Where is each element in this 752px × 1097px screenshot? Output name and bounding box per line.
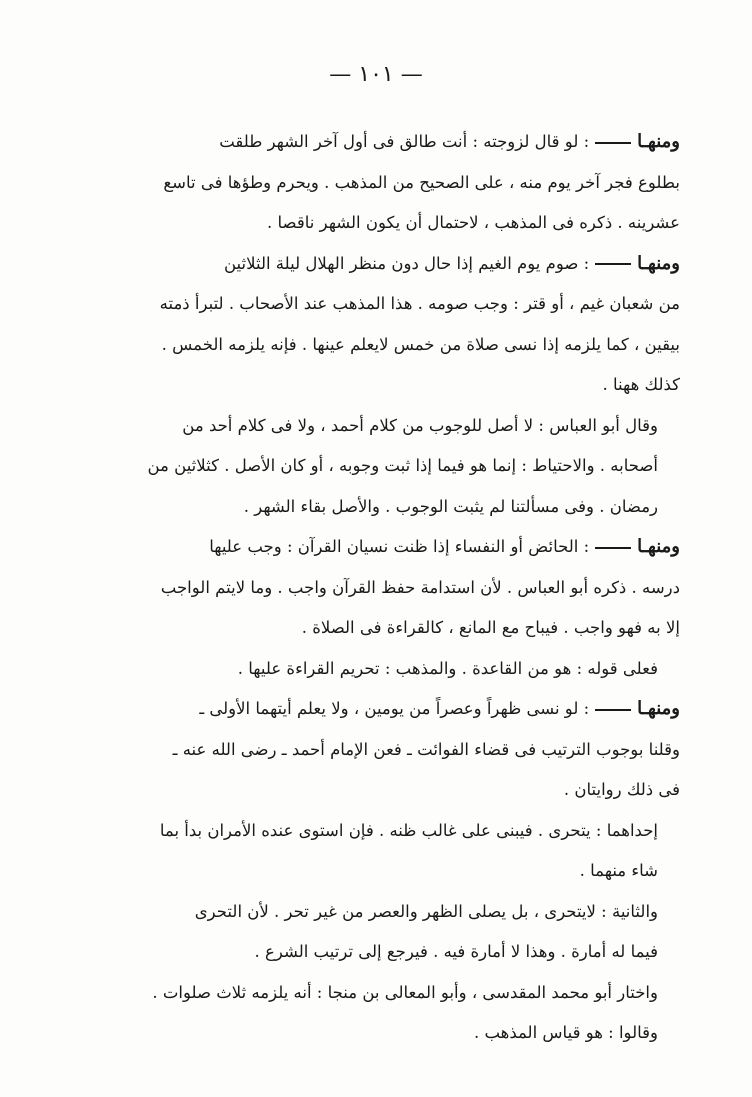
paragraph-ikhtiyar	[80, 973, 680, 1014]
text-line: شاء منهما .	[579, 861, 658, 880]
heading-underline	[595, 547, 631, 549]
paragraph-qiyas	[80, 1013, 680, 1054]
issue-heading: ومنهـا	[637, 131, 680, 152]
text-line: وقلنا بوجوب الترتيب فى قضاء الفوائت ـ فعن الإمام أحمد ـ رضى الله عنه ـ	[172, 739, 680, 759]
text-line: بيقين ، كما يلزمه إذا نسى صلاة من خمس لايعلم عينها . فإنه يلزمه الخمس .	[161, 334, 680, 354]
text-line: فيما له أمارة . وهذا لا أمارة فيه . فيرجع إلى ترتيب الشرع .	[254, 942, 658, 961]
text-line: وقال أبو العباس : لا أصل للوجوب من كلام أحمد ، ولا فى كلام أحد من	[182, 415, 658, 435]
issue-heading: ومنهـا	[637, 252, 680, 274]
heading-underline	[595, 263, 631, 265]
text-line: درسه . ذكره أبو العباس . لأن استدامة حفظ القرآن واجب . وما لايتم الواجب	[160, 577, 680, 597]
paragraph-abul-abbas	[80, 406, 680, 528]
text-line: عشرينه . ذكره فى المذهب ، لاحتمال أن يكون الشهر ناقصا .	[267, 213, 680, 232]
text-line: والثانية : لايتحرى ، بل يصلى الظهر والعصر من غير تحر . لأن التحرى	[194, 901, 658, 921]
text-line: فى ذلك روايتان .	[563, 780, 680, 799]
heading-underline	[595, 142, 631, 144]
paragraph-issue-4	[80, 689, 680, 811]
heading-underline	[595, 709, 631, 711]
page-number: — ١٠١ —	[329, 62, 423, 87]
page-body	[80, 122, 680, 1054]
issue-heading: ومنهـا	[637, 536, 680, 557]
text-line: وقالوا : هو قياس المذهب .	[473, 1023, 658, 1042]
text-line: إلا به فهو واجب . فيباح مع المانع ، كالقراءة فى الصلاة .	[301, 618, 680, 637]
text-line: ومنهـا: الحائض أو النفساء إذا ظنت نسيان القرآن : وجب عليها	[209, 536, 680, 557]
text-line: من شعبان غيم ، أو قتر : وجب صومه . هذا المذهب عند الأصحاب . لتبرأ ذمته	[159, 294, 680, 313]
text-line: رمضان . وفى مسألتنا لم يثبت الوجوب . والأصل بقاء الشهر .	[243, 496, 658, 516]
paragraph-issue-1	[80, 122, 680, 244]
issue-heading: ومنهـا	[637, 698, 680, 719]
paragraph-ala-qawlihi	[80, 649, 680, 690]
text-line: ومنهـا: لو قال لزوجته : أنت طالق فى أول آخر الشهر طلقت	[219, 131, 680, 152]
paragraph-first-narration	[80, 811, 680, 892]
text-line: كذلك ههنا .	[602, 375, 680, 394]
text-line: إحداهما : يتحرى . فيبنى على غالب ظنه . فإن استوى عنده الأمران بدأ بما	[159, 820, 658, 840]
text-line: بطلوع فجر آخر يوم منه ، على الصحيح من المذهب . ويحرم وطؤها فى تاسع	[163, 172, 680, 192]
text-line: فعلى قوله : هو من القاعدة . والمذهب : تحريم القراءة عليها .	[237, 658, 658, 678]
text-line: ومنهـا: لو نسى ظهراً وعصراً من يومين ، ولا يعلم أيتهما الأولى ـ	[199, 698, 680, 719]
paragraph-issue-3	[80, 527, 680, 649]
paragraph-second-narration	[80, 892, 680, 973]
text-line: أصحابه . والاحتياط : إنما هو فيما إذا ثبت وجوبه ، أو كان الأصل . كثلاثين من	[147, 456, 658, 475]
text-line: واختار أبو محمد المقدسى ، وأبو المعالى بن منجا : أنه يلزمه ثلاث صلوات .	[152, 982, 658, 1002]
text-line: ومنهـا: صوم يوم الغيم إذا حال دون منظر الهلال ليلة الثلاثين	[223, 252, 680, 274]
paragraph-issue-2	[80, 244, 680, 406]
